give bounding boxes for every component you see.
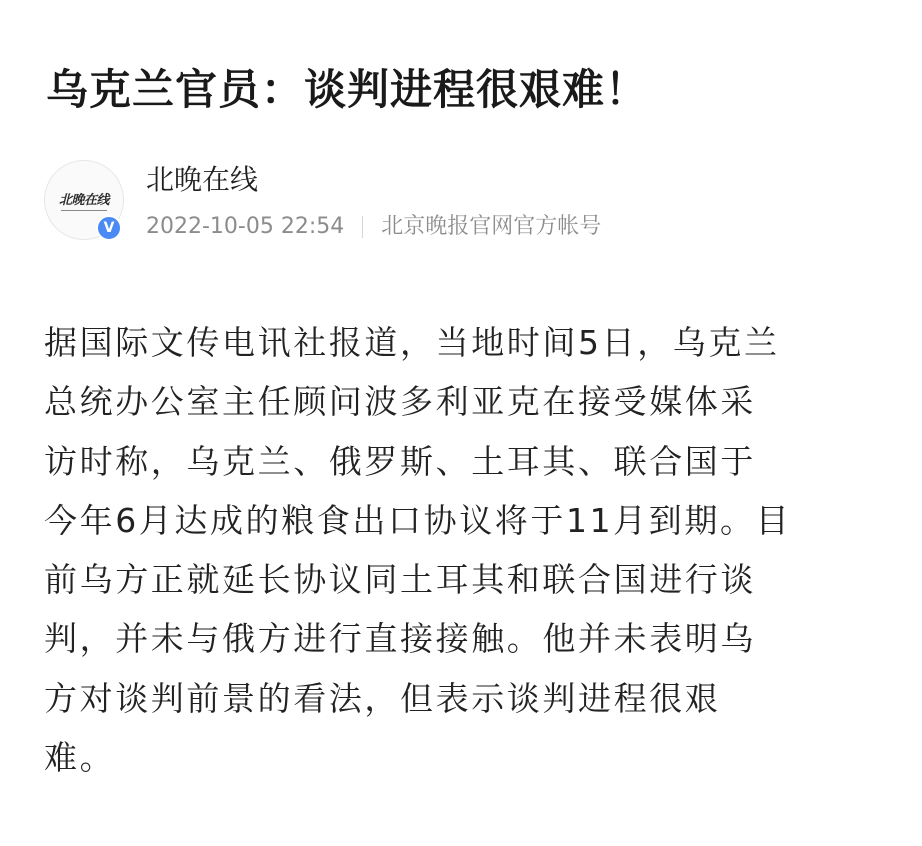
verified-icon: V [96,215,122,241]
author-description: 北京晚报官网官方帐号 [381,214,602,239]
author-block [44,160,894,250]
article-line: 难。 [44,738,116,778]
article-line: 据国际文传电讯社报道，当地时间5日，乌克兰 [44,323,780,362]
author-meta [146,212,601,242]
avatar-logo: 北晚在线 [59,189,109,208]
article-title: 乌克兰官员：谈判进程很艰难！ [46,65,649,115]
meta-divider [362,216,363,238]
article-line: 判，并未与俄方进行直接接触。他并未表明乌 [44,619,756,659]
article-line: 总统办公室主任顾问波多利亚克在接受媒体采 [44,382,756,422]
article-line: 今年6月达成的粮食出口协议将于11月到期。目 [44,500,792,540]
article-line: 方对谈判前景的看法，但表示谈判进程很艰 [44,678,721,718]
publish-timestamp: 2022-10-05 22:54 [146,214,345,239]
author-name[interactable]: 北晚在线 [146,163,259,196]
article-line: 访时称，乌克兰、俄罗斯、土耳其、联合国于 [44,441,756,481]
article-body [44,313,894,787]
article-line: 前乌方正就延长协议同土耳其和联合国进行谈 [44,560,756,600]
